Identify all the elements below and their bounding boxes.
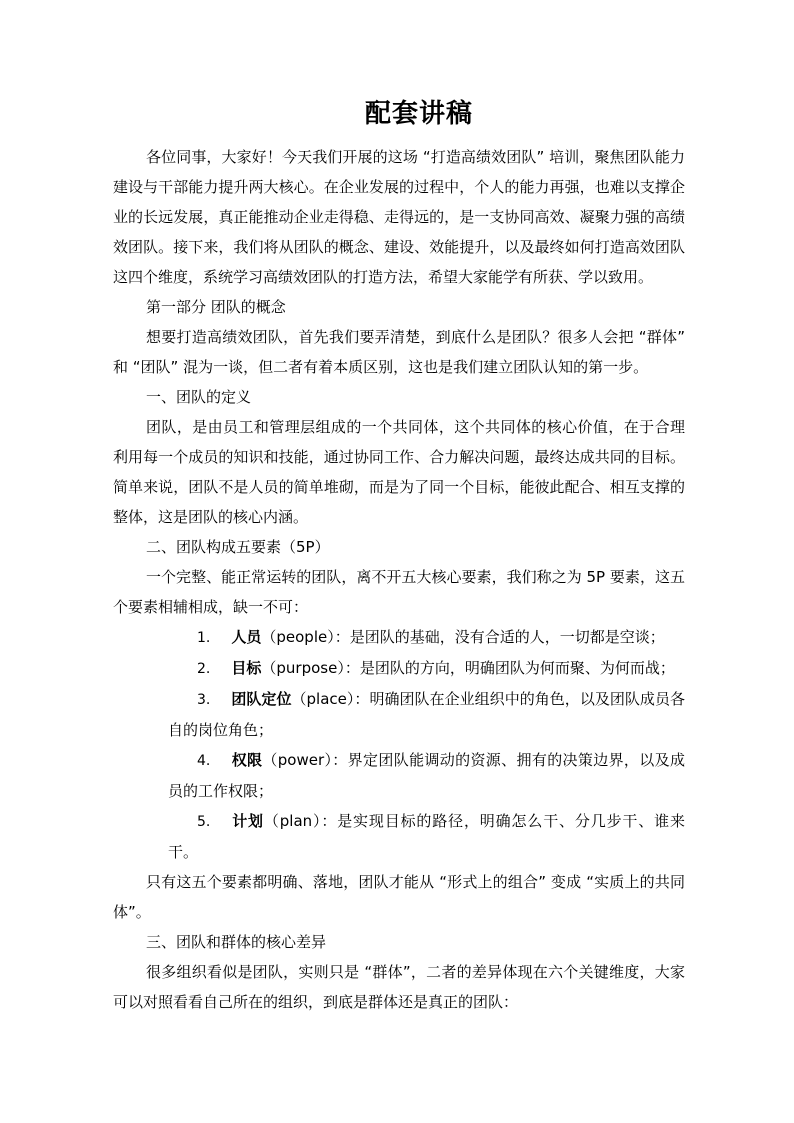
list-item-text: 界定团队能调动的资源、拥有的决策边界，以及成员的工作权限； [168,751,685,800]
list-term-latin: （place）： [291,690,370,708]
list-term: 人员 [231,628,262,646]
list-term: 目标 [231,659,262,677]
page-title: 配套讲稿 [364,99,473,129]
list-number: 5. [197,814,211,830]
list-item-text: 是团队的基础，没有合适的人，一切都是空谈； [349,628,665,646]
list-item [168,806,685,867]
list-number: 2. [197,661,211,677]
list-item-text: 明确团队在企业组织中的角色，以及团队成员各自的岗位角色； [168,690,685,739]
list-term: 团队定位 [231,690,292,708]
paragraph: 想要打造高绩效团队，首先我们要弄清楚，到底什么是团队？很多人会把 “群体” 和 “团队” 混为一谈，但二者有着本质区别，这也是我们建立团队认知的第一步。 [113,328,685,376]
paragraph: 团队，是由员工和管理层组成的一个共同体，这个共同体的核心价值，在于合理利用每一个成员的知识和技能，通过协同工作、合力解决问题，最终达成共同的目标。简单来说，团队不是人员的简单堆砌，而是为了同一个目标，能彼此配合、相互支撑的整体，这是团队的核心内涵。 [113,418,685,526]
list-item [168,745,685,806]
list-item [168,684,685,745]
list-term-latin: （power）： [262,751,348,769]
section-heading-part1: 第一部分 团队的概念 [146,298,286,316]
list-number: 1. [197,630,211,646]
list-number: 3. [197,692,211,708]
paragraph: 很多组织看似是团队，实则只是 “群体”，二者的差异体现在六个关键维度，大家可以对照看看自己所在的组织，到底是群体还是真正的团队： [113,963,685,1011]
list-item-text: 是团队的方向，明确团队为何而聚、为何而战； [359,659,675,677]
subsection-heading-definition: 一、团队的定义 [146,388,252,406]
list-item-text: 是实现目标的路径，明确怎么干、分几步干、谁来干。 [168,812,685,861]
subsection-heading-difference: 三、团队和群体的核心差异 [146,933,327,951]
list-number: 4. [197,753,211,769]
paragraph: 一个完整、能正常运转的团队，离不开五大核心要素，我们称之为 5P 要素，这五个要素相辅相成，缺一不可： [113,568,685,616]
list-term-latin: （purpose）： [261,659,360,677]
list-item [168,622,685,653]
list-term: 计划 [231,812,264,830]
paragraph: 只有这五个要素都明确、落地，团队才能从 “形式上的组合” 变成 “实质上的共同体”。 [113,873,685,921]
list-term-latin: （people）： [261,628,350,646]
list-term-latin: （plan）： [263,812,338,830]
subsection-heading-5p: 二、团队构成五要素（5P） [146,538,330,556]
list-term: 权限 [231,751,263,769]
paragraph-intro: 各位同事，大家好！今天我们开展的这场 “打造高绩效团队” 培训，聚焦团队能力建设与干部能力提升两大核心。在企业发展的过程中，个人的能力再强，也难以支撑企业的长远发展，真正能推动企业走得稳、走得远的，是一支协同高效、凝聚力强的高绩效团队。接下来，我们将从团队的概念、建设、效能提升，以及最终如何打造高效团队这四个维度，系统学习高绩效团队的打造方法，希望大家能学有所获、学以致用。 [113,148,685,286]
list-item [168,653,685,684]
document-body [113,142,685,1017]
